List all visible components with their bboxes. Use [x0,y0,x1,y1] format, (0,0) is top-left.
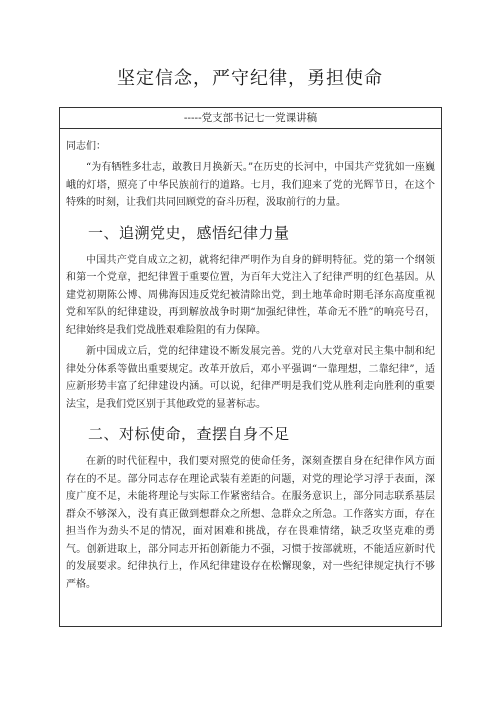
section-heading-1: 一、追溯党史，感悟纪律力量 [88,223,290,242]
document-title: 坚定信念，严守纪律，勇担使命 [117,68,383,89]
section-heading-2: 二、对标使命，查摆自身不足 [88,425,290,443]
document-body [60,129,441,593]
section-2-paragraph-1: 在新的时代征程中，我们要对照党的使命任务，深刻查摆自身在纪律作风方面存在的不足。部分同志存在理论武装有差距的问题，对党的理论学习浮于表面，深度广度不足，未能将理论与实际工作紧密结合。在服务意识上，部分同志联系基层群众不够深入，没有真正做到想群众之所想、急群众之所急。工作落实方面，存在担当作为劲头不足的情况，面对困难和挑战，存在畏难情绪，缺乏攻坚克难的勇气。创新进取上，部分同志开拓创新能力不强，习惯于按部就班，不能适应新时代的发展要求。纪律执行上，作风纪律建设存在松懈现象，对一些纪律规定执行不够严格。 [66,456,435,590]
greeting: 同志们： [66,141,106,152]
intro-paragraph: “为有牺牲多壮志，敢教日月换新天。”在历史的长河中，中国共产党犹如一座巍峨的灯塔，照亮了中华民族前行的道路。七月，我们迎来了党的光辉节日，在这个特殊的时刻，让我们共同回顾党的奋斗历程，汲取前行的力量。 [66,162,435,208]
document-subtitle: -----党支部书记七一党课讲稿 [60,108,441,129]
document-frame [59,107,442,627]
section-1-paragraph-2: 新中国成立后，党的纪律建设不断发展完善。党的八大党章对民主集中制和纪律处分体系等做出重要规定。改革开放后，邓小平强调“一靠理想，二靠纪律”，适应新形势丰富了纪律建设内涵。可以说，纪律严明是我们党从胜利走向胜利的重要法宝，是我们党区别于其他政党的显著标志。 [66,346,435,410]
section-1-paragraph-1: 中国共产党自成立之初，就将纪律严明作为自身的鲜明特征。党的第一个纲领和第一个党章，把纪律置于重要位置，为百年大党注入了纪律严明的红色基因。从建党初期陈公博、周佛海因违反党纪被清除出党，到土地革命时期毛泽东高度重视党和军队的纪律建设，再到解放战争时期“加强纪律性，革命无不胜”的响亮号召，纪律始终是我们党战胜艰难险阻的有力保障。 [66,254,435,336]
